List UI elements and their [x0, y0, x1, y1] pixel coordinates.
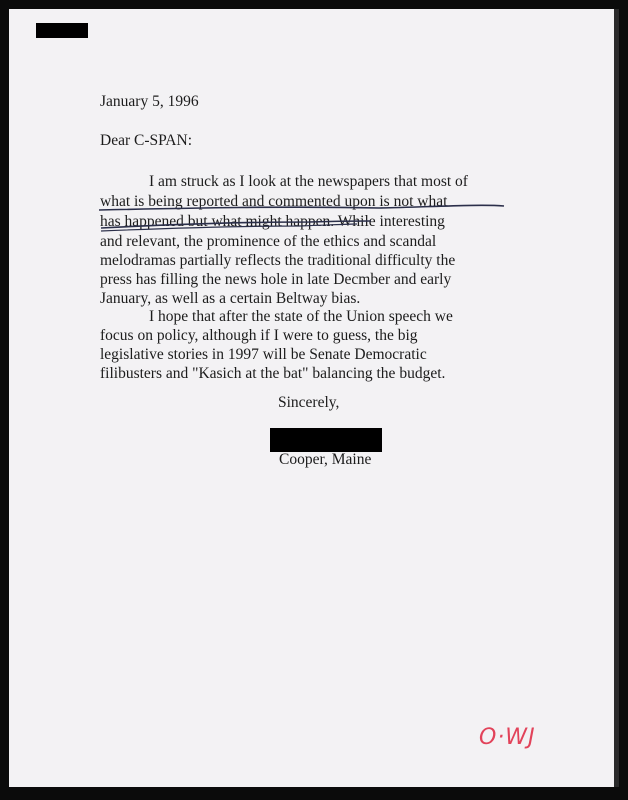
letter-page [9, 9, 619, 787]
paragraph1-line: January, as well as a certain Beltway bias. [100, 290, 361, 307]
paragraph1-line: has happened but what might happen. While interesting [100, 213, 445, 230]
paragraph1-line: what is being reported and commented upon is not what [100, 193, 448, 210]
letter-date: January 5, 1996 [100, 93, 199, 110]
paragraph2-line: focus on policy, although if I were to guess, the big [100, 327, 418, 344]
redaction-bar-signature [270, 428, 382, 452]
paragraph2-line: I hope that after the state of the Union speech we [149, 308, 453, 325]
paragraph1-line: press has filling the news hole in late Decmber and early [100, 271, 452, 288]
letter-signer: Cooper, Maine [279, 451, 372, 468]
paragraph2-line: legislative stories in 1997 will be Senate Democratic [100, 346, 427, 363]
handwritten-annotation: O·WJ [479, 725, 536, 750]
paragraph1-line: melodramas partially reflects the traditional difficulty the [100, 252, 456, 269]
letter-salutation: Dear C-SPAN: [100, 132, 193, 149]
redaction-bar-header [36, 23, 88, 38]
paragraph1-line: I am struck as I look at the newspapers that most of [149, 173, 468, 190]
paragraph2-line: filibusters and "Kasich at the bat" balancing the budget. [100, 365, 446, 382]
letter-closing: Sincerely, [278, 394, 340, 411]
paragraph1-line: and relevant, the prominence of the ethics and scandal [100, 233, 437, 250]
